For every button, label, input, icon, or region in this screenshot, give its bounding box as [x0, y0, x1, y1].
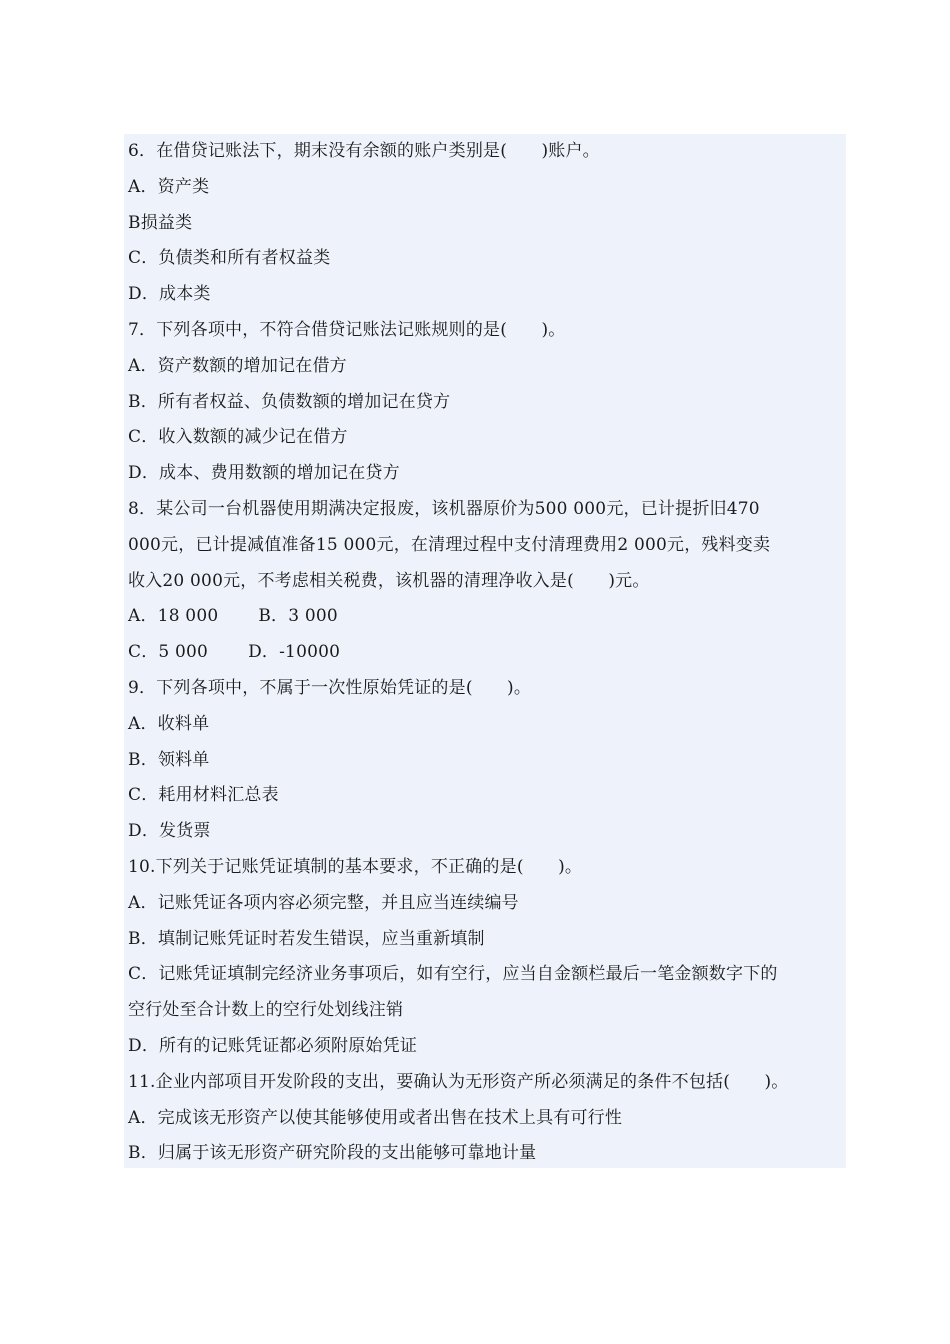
text-line: A．资产类 [128, 176, 210, 197]
text-line: C．负债类和所有者权益类 [128, 248, 331, 269]
text-line: A．收料单 [128, 713, 210, 734]
text-line: 000元，已计提减值准备15 000元，在清理过程中支付清理费用2 000元，残料变卖 [128, 534, 771, 555]
text-line: C．收入数额的减少记在借方 [128, 427, 348, 448]
text-line: 10.下列关于记账凭证填制的基本要求，不正确的是( )。 [128, 856, 583, 877]
text-line: 8．某公司一台机器使用期满决定报废，该机器原价为500 000元，已计提折旧470 [128, 498, 760, 519]
text-line: 7．下列各项中，不符合借贷记账法记账规则的是( )。 [128, 319, 566, 340]
text-line: A．记账凭证各项内容必须完整，并且应当连续编号 [128, 892, 519, 913]
text-line: 6．在借贷记账法下，期末没有余额的账户类别是( )账户。 [128, 141, 600, 161]
text-line: D．成本类 [128, 284, 211, 305]
text-line: D．所有的记账凭证都必须附原始凭证 [128, 1035, 418, 1056]
text-line: 9．下列各项中，不属于一次性原始凭证的是( )。 [128, 677, 532, 698]
text-line: A．18 000 B．3 000 [128, 606, 338, 627]
text-line: B．所有者权益、负债数额的增加记在贷方 [128, 391, 451, 412]
text-line: A．资产数额的增加记在借方 [128, 355, 347, 376]
text-line: C．记账凭证填制完经济业务事项后，如有空行，应当自金额栏最后一笔金额数字下的 [128, 964, 778, 985]
text-line: B．领料单 [128, 749, 210, 770]
text-line: 空行处至合计数上的空行处划线注销 [128, 1000, 404, 1021]
text-line: 11.企业内部项目开发阶段的支出，要确认为无形资产所必须满足的条件不包括( )。 [128, 1071, 789, 1092]
text-line: B．归属于该无形资产研究阶段的支出能够可靠地计量 [128, 1143, 537, 1164]
text-line: C．耗用材料汇总表 [128, 785, 279, 806]
text-line: D．发货票 [128, 821, 211, 842]
text-line: B．填制记账凭证时若发生错误，应当重新填制 [128, 928, 485, 949]
text-line: B损益类 [128, 212, 193, 233]
text-line: D．成本、费用数额的增加记在贷方 [128, 463, 400, 484]
text-line: C．5 000 D．-10000 [128, 642, 341, 663]
text-line: A．完成该无形资产以使其能够使用或者出售在技术上具有可行性 [128, 1107, 623, 1128]
question-text-block [128, 134, 868, 1172]
text-line: 收入20 000元，不考虑相关税费，该机器的清理净收入是( )元。 [128, 570, 650, 591]
